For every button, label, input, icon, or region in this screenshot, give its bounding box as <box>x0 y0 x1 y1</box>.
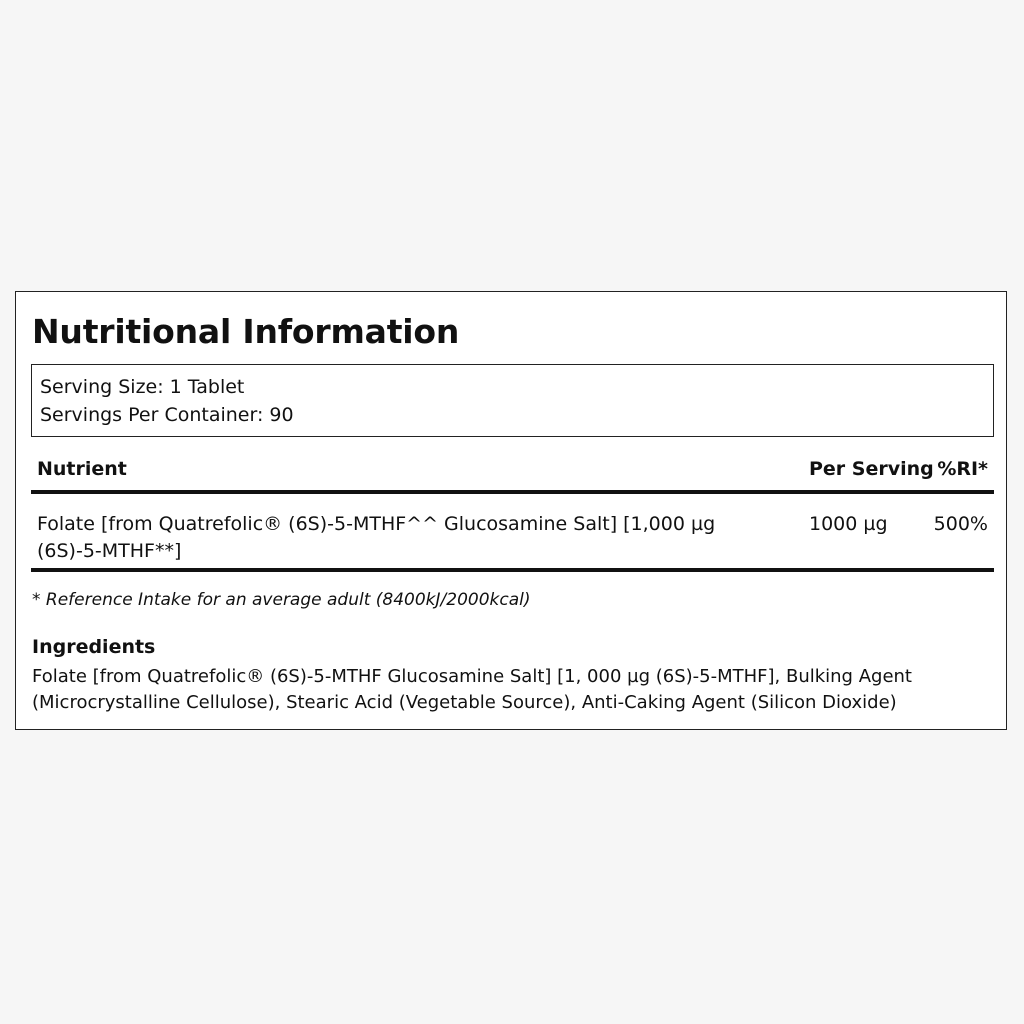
serving-info-box <box>31 364 994 437</box>
nutrient-ri: 500% <box>933 513 988 535</box>
header-per-serving: Per Serving <box>809 458 934 480</box>
header-ri: %RI* <box>937 458 988 480</box>
servings-per-container: Servings Per Container: 90 <box>40 404 294 426</box>
table-header-row <box>31 452 994 494</box>
ingredients-text: Folate [from Quatrefolic® (6S)-5-MTHF Glucosamine Salt] [1, 000 µg (6S)-5-MTHF], Bulking Agent (Microcrystalline Cellulose), Stearic Acid (Vegetable Source), Anti-Caking Agent (Silicon Dioxide) <box>32 666 912 713</box>
ingredients-heading: Ingredients <box>32 636 156 658</box>
nutrition-panel <box>15 291 1007 730</box>
serving-size: Serving Size: 1 Tablet <box>40 376 245 398</box>
nutrient-table <box>31 452 994 572</box>
nutrient-per-serving: 1000 µg <box>809 513 888 535</box>
table-row <box>31 494 994 572</box>
reference-intake-footnote: * Reference Intake for an average adult (8400kJ/2000kcal) <box>32 590 531 610</box>
header-nutrient: Nutrient <box>37 458 127 480</box>
panel-title: Nutritional Information <box>32 312 460 351</box>
nutrient-name: Folate [from Quatrefolic® (6S)-5-MTHF^^ Glucosamine Salt] [1,000 µg (6S)-5-MTHF**] <box>37 513 716 562</box>
